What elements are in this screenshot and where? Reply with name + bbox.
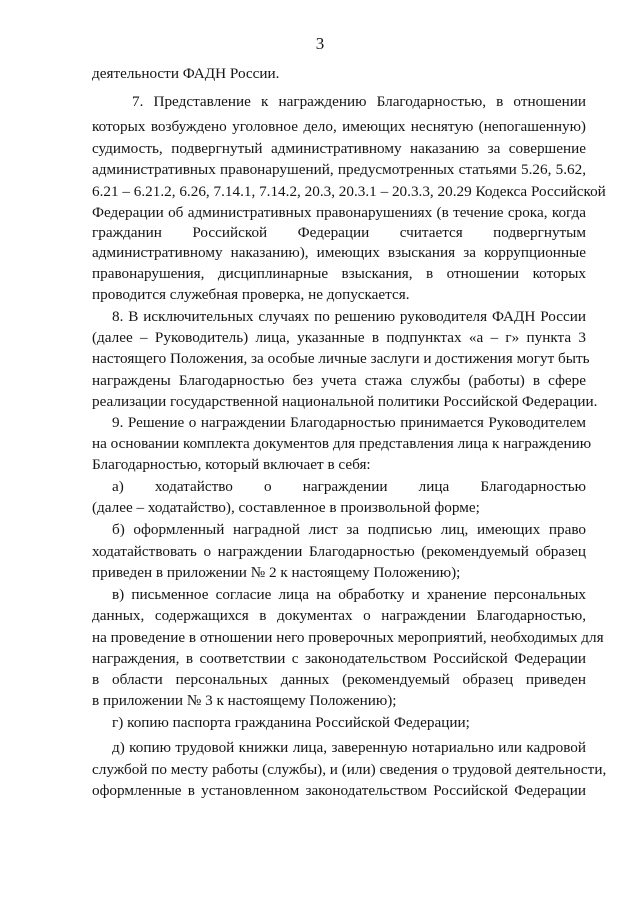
text-line: награждения, в соответствии с законодательством Российской Федерации — [92, 650, 586, 667]
text-line: (далее – Руководитель) лица, указанные в подпунктах «а – г» пункта 3 — [92, 329, 586, 346]
text-line: в приложении № 3 к настоящему Положению); — [92, 692, 397, 709]
text-line: на проведение в отношении него проверочных мероприятий, необходимых для — [92, 629, 604, 646]
text-line: г) копию паспорта гражданина Российской Федерации; — [112, 714, 470, 731]
text-line: награждены Благодарностью без учета стажа службы (работы) в сфере — [92, 372, 586, 389]
text-line: 9. Решение о награждении Благодарностью принимается Руководителем — [112, 414, 586, 431]
text-line: правонарушения, дисциплинарные взыскания, в отношении которых — [92, 265, 586, 282]
text-line: деятельности ФАДН России. — [92, 65, 280, 82]
text-line: реализации государственной национальной политики Российской Федерации. — [92, 393, 598, 410]
text-line: 6.21 – 6.21.2, 6.26, 7.14.1, 7.14.2, 20.3, 20.3.1 – 20.3.3, 20.29 Кодекса Российской — [92, 183, 606, 200]
text-line: б) оформленный наградной лист за подписью лиц, имеющих право — [112, 521, 586, 538]
text-line: оформленные в установленном законодательством Российской Федерации — [92, 782, 586, 799]
page-number: 3 — [315, 34, 325, 53]
text-line: ходатайствовать о награждении Благодарностью (рекомендуемый образец — [92, 543, 586, 560]
text-line: д) копию трудовой книжки лица, заверенную нотариально или кадровой — [112, 739, 586, 756]
text-line: 8. В исключительных случаях по решению руководителя ФАДН России — [112, 308, 586, 325]
text-line: 7. Представление к награждению Благодарностью, в отношении — [132, 93, 586, 110]
text-line: а) ходатайство о награждении лица Благодарностью — [112, 478, 586, 495]
text-line: (далее – ходатайство), составленное в произвольной форме; — [92, 499, 480, 516]
text-line: Федерации об административных правонарушениях (в течение срока, когда — [92, 204, 586, 221]
text-line: административных правонарушений, предусмотренных статьями 5.26, 5.62, — [92, 161, 586, 178]
text-line: гражданин Российской Федерации считается подвергнутым — [92, 224, 586, 241]
text-line: настоящего Положения, за особые личные заслуги и достижения могут быть — [92, 350, 590, 367]
text-line: на основании комплекта документов для представления лица к награждению — [92, 435, 592, 452]
text-line: в) письменное согласие лица на обработку и хранение персональных — [112, 586, 586, 603]
text-line: судимость, подвергнутый административному наказанию за совершение — [92, 140, 586, 157]
text-line: Благодарностью, который включает в себя: — [92, 456, 371, 473]
text-line: проводится служебная проверка, не допускается. — [92, 286, 410, 303]
text-line: данных, содержащихся в документах о награждении Благодарностью, — [92, 607, 586, 624]
text-line: службой по месту работы (службы), и (или) сведения о трудовой деятельности, — [92, 761, 607, 778]
text-line: которых возбуждено уголовное дело, имеющих неснятую (непогашенную) — [92, 118, 586, 135]
text-line: административному наказанию), имеющих взыскания за коррупционные — [92, 244, 586, 261]
text-line: в области персональных данных (рекомендуемый образец приведен — [92, 671, 586, 688]
text-line: приведен в приложении № 2 к настоящему Положению); — [92, 564, 461, 581]
